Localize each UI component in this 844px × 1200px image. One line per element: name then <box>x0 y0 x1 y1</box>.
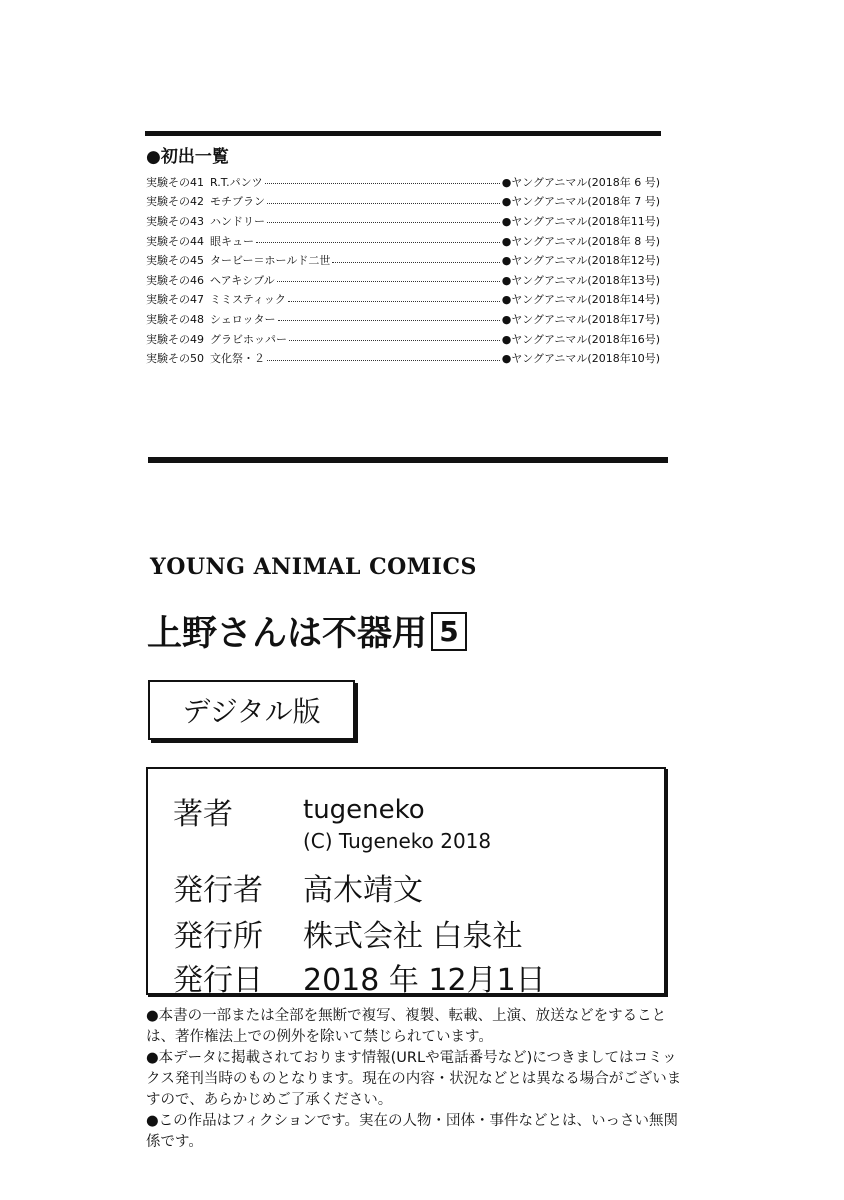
episode-number: 実験その50 <box>146 352 204 366</box>
author-label: 著者 <box>173 797 233 832</box>
credits-box <box>146 767 666 998</box>
publisher-person: 高木靖文 <box>303 873 423 908</box>
book-title-block <box>147 606 467 656</box>
top-rule <box>145 131 661 136</box>
publication-date: 2018 年 12月1日 <box>303 963 546 998</box>
episode-number: 実験その41 <box>146 175 204 189</box>
publication: ●ヤングアニマル(2018年13号) <box>501 273 660 287</box>
publication: ●ヤングアニマル(2018年14号) <box>501 293 660 307</box>
episode-title: ハンドリー <box>210 214 265 228</box>
episode-number: 実験その44 <box>146 234 204 248</box>
list-item <box>146 329 660 349</box>
publication: ●ヤングアニマル(2018年 8 号) <box>501 234 660 248</box>
list-item <box>146 211 660 231</box>
leader-dots <box>277 281 500 282</box>
episode-title: 文化祭・２ <box>210 352 265 366</box>
episode-number: 実験その46 <box>146 273 204 287</box>
first-appearance-heading: ●初出一覧 <box>146 147 229 167</box>
publisher-person-label: 発行者 <box>173 873 263 908</box>
list-item <box>146 172 660 192</box>
volume-number: 5 <box>431 612 467 651</box>
episode-title: モチブラン <box>210 195 265 209</box>
publisher-name: 株式会社 白泉社 <box>303 919 523 954</box>
publisher-label: 発行所 <box>173 919 263 954</box>
episode-number: 実験その48 <box>146 312 204 326</box>
list-item <box>146 290 660 310</box>
episode-number: 実験その43 <box>146 214 204 228</box>
leader-dots <box>278 320 500 321</box>
first-appearance-list <box>146 172 660 368</box>
publication: ●ヤングアニマル(2018年12号) <box>501 254 660 268</box>
episode-number: 実験その49 <box>146 332 204 346</box>
episode-number: 実験その47 <box>146 293 204 307</box>
publication: ●ヤングアニマル(2018年 6 号) <box>501 175 660 189</box>
leader-dots <box>267 203 500 204</box>
book-title: 上野さんは不器用 <box>147 614 428 654</box>
episode-title: 眼キュー <box>210 234 254 248</box>
leader-dots <box>265 183 500 184</box>
leader-dots <box>288 301 500 302</box>
episode-title: シェロッター <box>210 312 276 326</box>
series-name: YOUNG ANIMAL COMICS <box>150 554 477 580</box>
leader-dots <box>289 340 500 341</box>
episode-title: R.T.パンツ <box>210 175 263 189</box>
fiction-disclaimer: ●この作品はフィクションです。実在の人物・団体・事件などとは、いっさい無関係です。 <box>146 1113 679 1150</box>
list-item <box>146 309 660 329</box>
copyright-notice: (C) Tugeneko 2018 <box>303 829 492 853</box>
publication: ●ヤングアニマル(2018年11号) <box>501 214 660 228</box>
publication: ●ヤングアニマル(2018年16号) <box>501 332 660 346</box>
leader-dots <box>267 360 500 361</box>
data-notice: ●本データに掲載されております情報(URLや電話番号など)につきましてはコミックス発刊当時のものとなります。現在の内容・状況などとは異なる場合がございますので、あらかじめご了承ください。 <box>146 1050 682 1108</box>
date-label: 発行日 <box>173 963 263 998</box>
list-item <box>146 192 660 212</box>
publication: ●ヤングアニマル(2018年17号) <box>501 312 660 326</box>
leader-dots <box>256 242 500 243</box>
publication: ●ヤングアニマル(2018年10号) <box>501 352 660 366</box>
list-item <box>146 270 660 290</box>
list-item <box>146 250 660 270</box>
episode-title: ヘアキシブル <box>210 273 275 287</box>
author-name: tugeneko <box>303 795 425 825</box>
edition-label: デジタル版 <box>148 680 355 740</box>
legal-notes <box>146 1006 686 1153</box>
leader-dots <box>267 222 500 223</box>
episode-title: グラビホッパー <box>210 332 287 346</box>
episode-number: 実験その45 <box>146 254 204 268</box>
list-item <box>146 348 660 368</box>
episode-title: ミミスティック <box>210 293 286 307</box>
publication: ●ヤングアニマル(2018年 7 号) <box>501 195 660 209</box>
episode-number: 実験その42 <box>146 195 204 209</box>
leader-dots <box>332 262 499 263</box>
middle-rule <box>148 457 668 463</box>
list-item <box>146 231 660 251</box>
copyright-warning: ●本書の一部または全部を無断で複写、複製、転載、上演、放送などをすることは、著作権法上での例外を除いて禁じられています。 <box>146 1008 667 1045</box>
episode-title: タービー＝ホールド二世 <box>210 254 331 268</box>
